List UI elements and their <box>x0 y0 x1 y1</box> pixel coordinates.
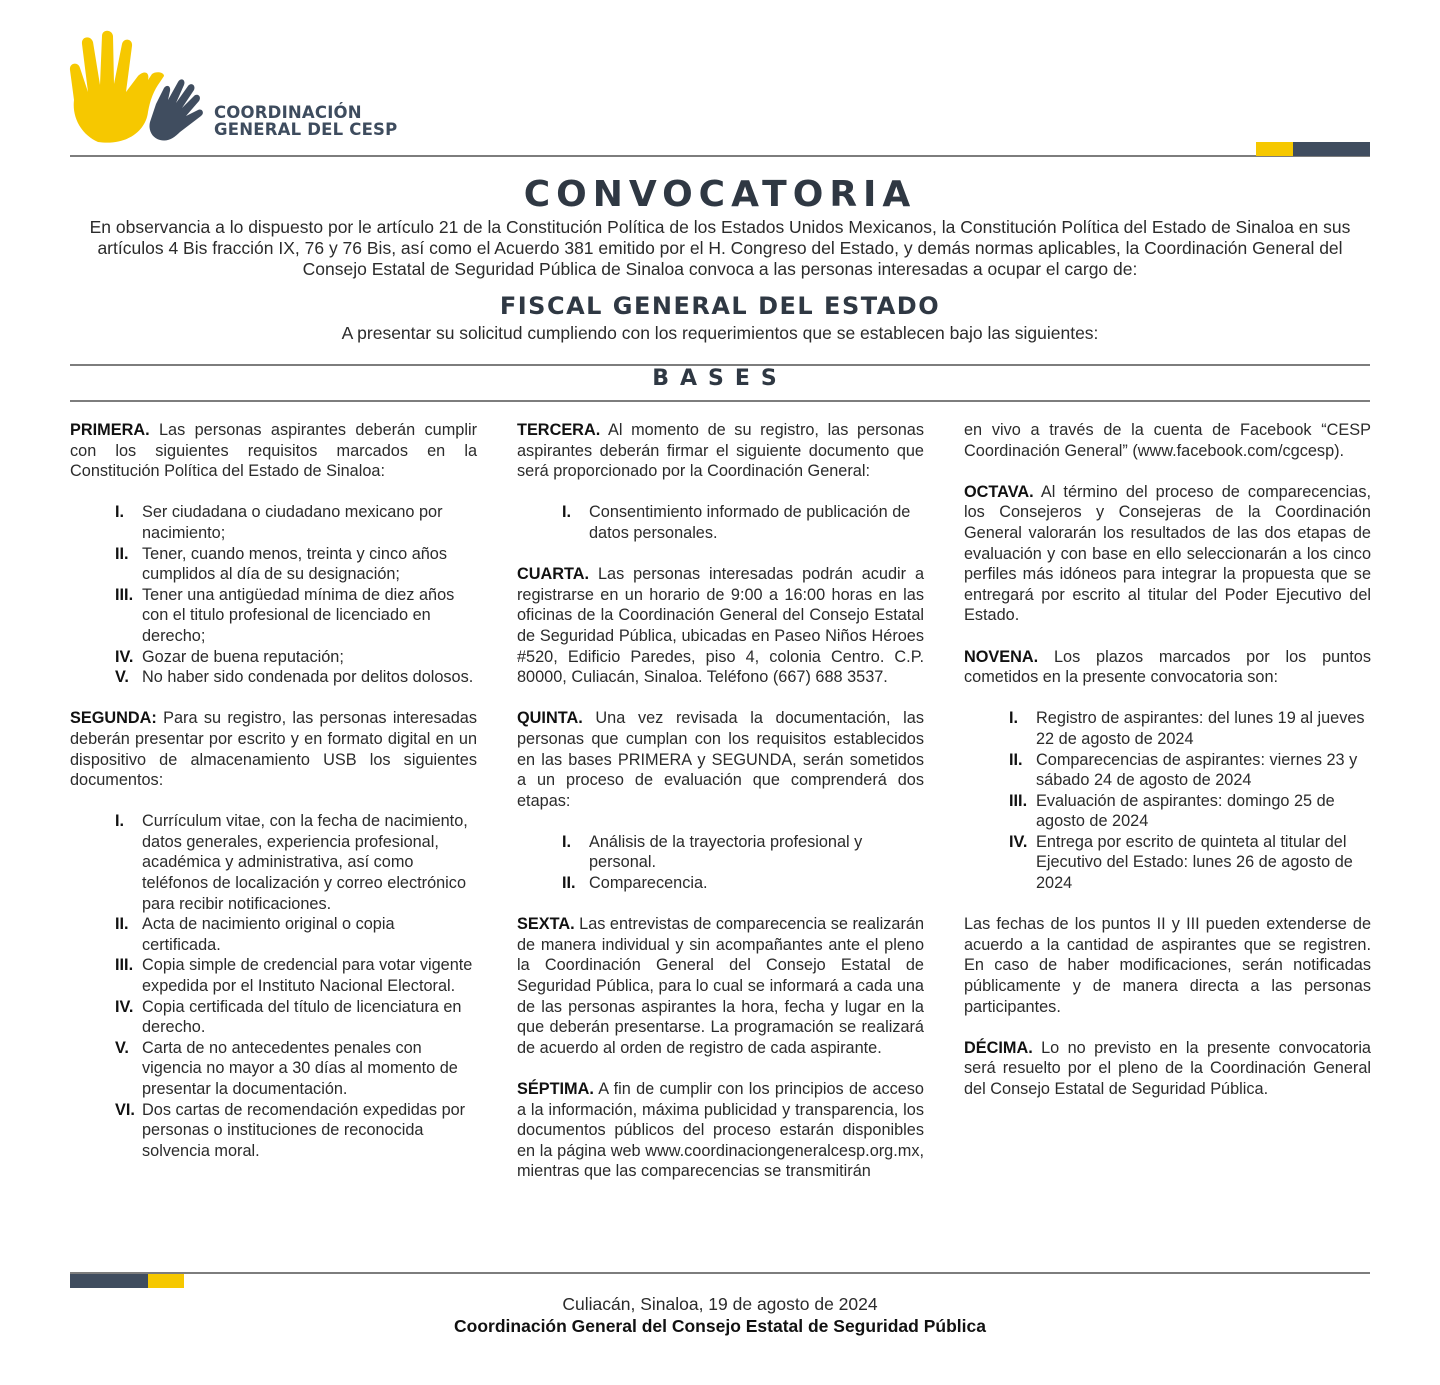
quinta-list <box>562 832 924 894</box>
footer-accent-slate <box>70 1274 148 1288</box>
list-item <box>115 955 477 996</box>
base-text: Los plazos marcados por los puntos cometidos en la presente convocatoria son: <box>964 647 1371 687</box>
accent-bar-yellow <box>1256 142 1293 156</box>
item-text: Entrega por escrito de quinteta al titular del Ejecutivo del Estado: lunes 26 de agosto de 2024 <box>1036 832 1353 893</box>
segunda-list <box>115 811 477 1161</box>
footer-accent-yellow <box>148 1274 184 1288</box>
list-item <box>115 585 477 647</box>
bases-heading: BASES <box>652 366 788 391</box>
base-text: Las personas aspirantes deberán cumplir con los siguientes requisitos marcados en la Constitución Política del Estado de Sinaloa: <box>70 421 477 481</box>
bases-divider-bottom <box>70 400 1370 402</box>
list-item <box>115 914 477 955</box>
list-item <box>562 502 924 543</box>
base-text: Las personas interesadas podrán acudir a registrarse en un horario de 9:00 a 16:00 horas en las oficinas de la Coordinación General del Consejo Estatal de Seguridad Pública, ubicadas en Paseo Niños Héroes #520, Edificio Paredes, piso 4, colonia Centro. C.P. 80000, Culiacán, Sinaloa. Teléfono (667) 688 3537. <box>517 565 924 687</box>
base-text: Al término del proceso de comparecencias, los Consejeros y Consejeras de la Coordinación General valorarán los resultados de las dos etapas de evaluación y con base en ello seleccionarán a los cinco perfiles más idóneos para integrar la propuesta que se entregará por escrito al titular del Poder Ejecutivo del Estado. <box>964 482 1371 625</box>
base-label: PRIMERA. <box>70 421 150 439</box>
logo-line-1: COORDINACIÓN <box>214 103 362 122</box>
base-text: Las entrevistas de comparecencia se realizarán de manera individual y sin acompañantes ante el pleno la Coordinación General del Consejo Estatal de Seguridad Pública, para lo cual se informará a cada una de las personas aspirantes la hora, fecha y lugar en la que deberán presentarse. La programación se realizará de acuerdo al orden de registro de cada aspirante. <box>517 915 924 1057</box>
tercera-list <box>562 502 924 543</box>
base-quinta <box>517 708 924 811</box>
base-label: SEXTA. <box>517 915 575 934</box>
base-novena <box>964 647 1371 688</box>
column-3 <box>964 420 1371 1120</box>
page-title: CONVOCATORIA <box>523 174 917 215</box>
item-number: I. <box>562 503 572 522</box>
position-title: FISCAL GENERAL DEL ESTADO <box>499 292 941 320</box>
item-number: II. <box>115 544 129 563</box>
item-text: Tener, cuando menos, treinta y cinco años cumplidos al día de su designación; <box>142 544 448 584</box>
base-septima <box>517 1079 924 1182</box>
item-text: Copia certificada del título de licenciatura en derecho. <box>142 997 462 1037</box>
item-text: Acta de nacimiento original o copia certificada. <box>142 915 395 954</box>
base-cuarta <box>517 564 924 688</box>
base-text: Para su registro, las personas interesadas deberán presentar por escrito y en formato digital en un dispositivo de almacenamiento USB los siguientes documentos: <box>70 709 477 790</box>
place-date: Culiacán, Sinaloa, 19 de agosto de 2024 <box>562 1294 878 1314</box>
base-segunda <box>70 708 477 790</box>
base-tercera <box>517 420 924 482</box>
list-item <box>115 647 477 668</box>
list-item <box>1009 708 1371 749</box>
item-text: Ser ciudadana o ciudadano mexicano por nacimiento; <box>142 503 443 542</box>
list-item <box>562 832 924 873</box>
list-item <box>562 873 924 894</box>
issuing-organization: Coordinación General del Consejo Estatal de Seguridad Pública <box>454 1316 986 1336</box>
base-label: QUINTA. <box>517 709 583 728</box>
novena-note: Las fechas de los puntos II y III pueden extenderse de acuerdo a la cantidad de aspirantes que se registren. En caso de haber modificaciones, serán notificadas públicamente y de manera directa a las personas participantes. <box>964 915 1371 1016</box>
list-item <box>115 1100 477 1162</box>
item-text: Gozar de buena reputación; <box>142 647 344 666</box>
base-text: Al momento de su registro, las personas aspirantes deberán firmar el siguiente documento que será proporcionado por la Coordinación General: <box>517 421 924 481</box>
base-decima <box>964 1038 1371 1100</box>
header-divider <box>70 155 1370 157</box>
list-item <box>1009 791 1371 832</box>
item-text: Comparecencia. <box>589 874 708 893</box>
logo-wordmark <box>214 104 397 138</box>
column-1 <box>70 420 477 1182</box>
item-number: II. <box>562 874 576 893</box>
accent-bar-slate <box>1293 142 1370 156</box>
item-number: I. <box>1009 709 1019 728</box>
base-label: OCTAVA. <box>964 482 1034 501</box>
base-text: Lo no previsto en la presente convocatoria será resuelto por el pleno de la Coordinación General del Consejo Estatal de Seguridad Pública. <box>964 1038 1371 1098</box>
base-label: SEGUNDA: <box>70 709 157 728</box>
item-text: Tener una antigüedad mínima de diez años con el titulo profesional de licenciado en derecho; <box>142 585 455 645</box>
item-text: Copia simple de credencial para votar vigente expedida por el Instituto Nacional Electoral. <box>142 956 473 996</box>
list-item <box>115 544 477 585</box>
item-number: I. <box>562 832 572 851</box>
item-text: Evaluación de aspirantes: domingo 25 de agosto de 2024 <box>1036 791 1335 831</box>
list-item <box>115 811 477 914</box>
cesp-logo <box>68 30 408 145</box>
base-primera <box>70 420 477 482</box>
item-text: Comparecencias de aspirantes: viernes 23 y sábado 24 de agosto de 2024 <box>1036 750 1358 790</box>
item-number: IV. <box>1009 832 1028 851</box>
base-text: Una vez revisada la documentación, las personas que cumplan con los requisitos establecidos en las bases PRIMERA y SEGUNDA, serán sometidos a un proceso de evaluación que comprenderá dos etapas: <box>517 709 924 810</box>
logo-line-2: GENERAL DEL CESP <box>214 120 398 139</box>
column-2 <box>517 420 924 1203</box>
item-text: Registro de aspirantes: del lunes 19 al jueves 22 de agosto de 2024 <box>1036 709 1365 748</box>
item-number: VI. <box>115 1100 135 1119</box>
base-label: TERCERA. <box>517 421 601 439</box>
item-number: III. <box>115 956 134 975</box>
item-number: III. <box>115 585 134 604</box>
list-item <box>1009 832 1371 894</box>
item-text: Currículum vitae, con la fecha de nacimiento, datos generales, experiencia profesional, académica y administrativa, así como teléfonos de localización y correo electrónico para recibir notificaciones. <box>142 812 468 913</box>
item-text: Análisis de la trayectoria profesional y personal. <box>589 832 863 872</box>
item-number: IV. <box>115 997 134 1016</box>
hands-logo-icon <box>68 30 213 145</box>
novena-list <box>1009 708 1371 893</box>
item-number: III. <box>1009 791 1028 810</box>
item-number: I. <box>115 812 125 831</box>
footer-divider <box>70 1272 1370 1274</box>
list-item <box>115 667 477 688</box>
list-item <box>115 997 477 1038</box>
item-text: Carta de no antecedentes penales con vigencia no mayor a 30 días al momento de presentar la documentación. <box>142 1038 458 1098</box>
item-number: IV. <box>115 647 134 666</box>
item-number: II. <box>1009 750 1023 769</box>
list-item <box>1009 750 1371 791</box>
request-line: A presentar su solicitud cumpliendo con los requerimientos que se establecen bajo las siguientes: <box>341 323 1099 343</box>
intro-paragraph: En observancia a lo dispuesto por le artículo 21 de la Constitución Política de los Estados Unidos Mexicanos, la Constitución Política del Estado de Sinaloa en sus artículos 4 Bis fracción IX, 76 y 76 Bis, así como el Acuerdo 381 emitido por el H. Congreso del Estado, y demás normas aplicables, la Coordinación General del Consejo Estatal de Seguridad Pública de Sinaloa convoca a las personas interesadas a ocupar el cargo de: <box>89 217 1351 279</box>
item-text: No haber sido condenada por delitos dolosos. <box>142 668 474 687</box>
item-text: Consentimiento informado de publicación de datos personales. <box>589 503 911 542</box>
primera-list <box>115 502 477 687</box>
base-label: CUARTA. <box>517 565 590 584</box>
base-label: NOVENA. <box>964 647 1039 666</box>
item-number: V. <box>115 1038 129 1057</box>
item-number: I. <box>115 503 125 522</box>
base-text: A fin de cumplir con los principios de acceso a la información, máxima publicidad y transparencia, los documentos públicos del proceso estarán disponibles en la página web www.coordinaciongeneralcesp.org.mx, mientras que las comparecencias se transmitirán <box>517 1080 924 1181</box>
base-sexta <box>517 914 924 1058</box>
base-octava <box>964 482 1371 626</box>
item-number: II. <box>115 915 129 934</box>
list-item <box>115 502 477 543</box>
base-label: SÉPTIMA. <box>517 1080 594 1098</box>
list-item <box>115 1038 477 1100</box>
item-text: Dos cartas de recomendación expedidas por personas o instituciones de reconocida solvencia moral. <box>142 1100 466 1160</box>
item-number: V. <box>115 668 129 687</box>
base-septima-continued: en vivo a través de la cuenta de Facebook “CESP Coordinación General” (www.facebook.com/cgcesp). <box>964 421 1371 460</box>
base-label: DÉCIMA. <box>964 1038 1033 1057</box>
